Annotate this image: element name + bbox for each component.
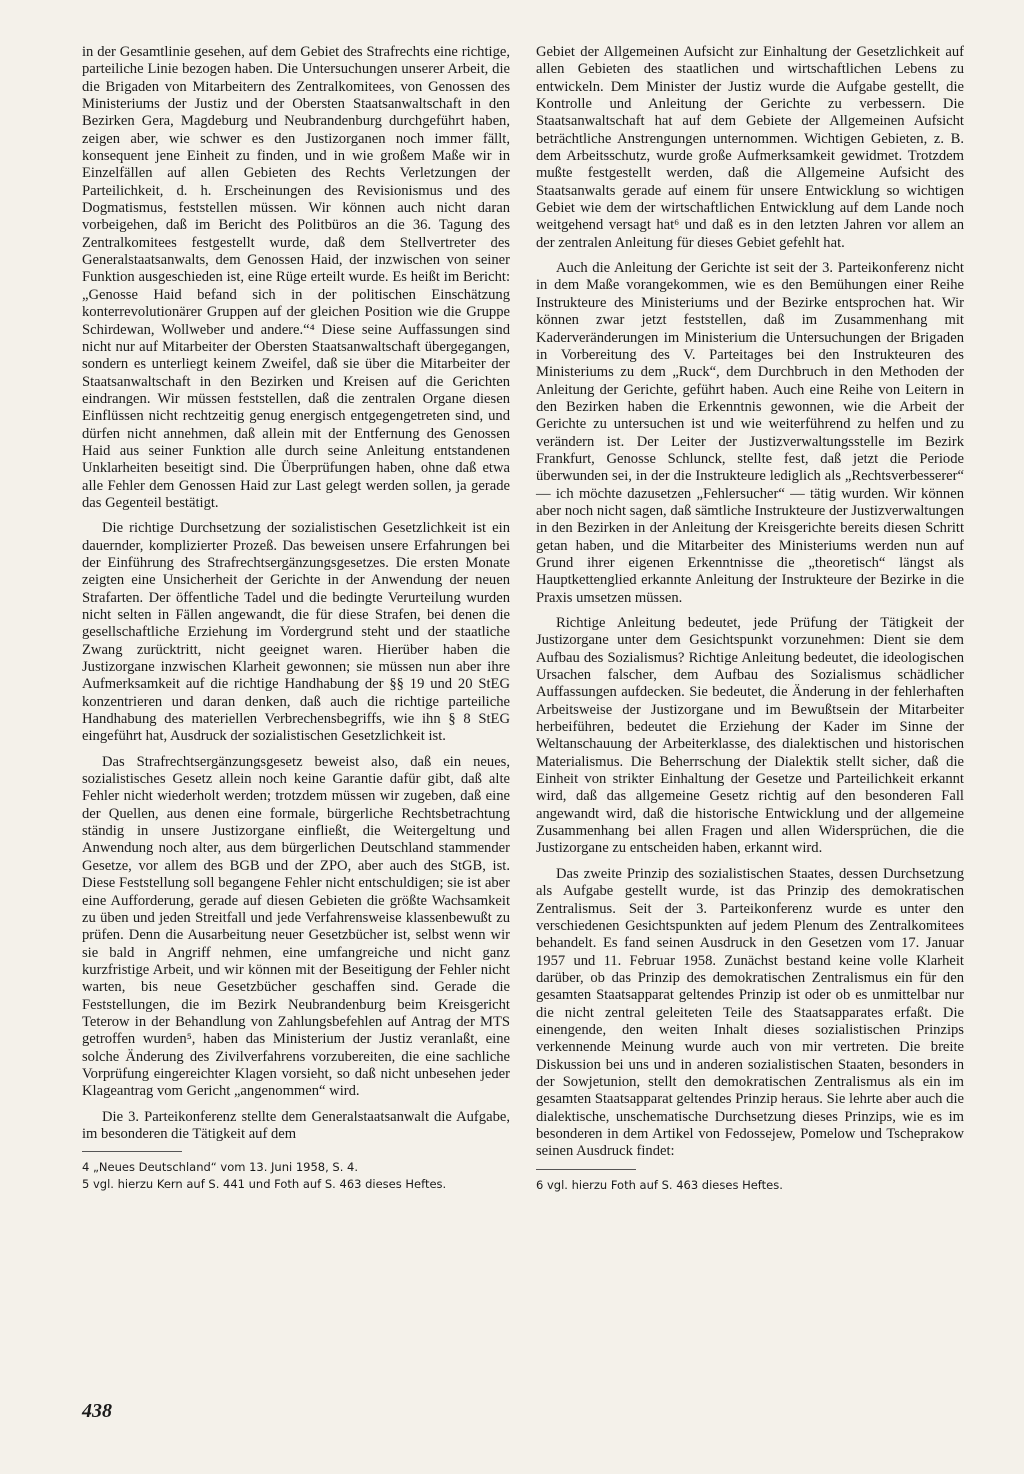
right-column xyxy=(536,44,964,1195)
paragraph: in der Gesamtlinie gesehen, auf dem Gebiet des Strafrechts eine richtige, parteiliche Linie bezogen haben. Die Untersuchungen unserer Arbeit, die die Brigaden von Mitarbeitern des Zentralkomitees, von Genossen des Ministeriums der Justiz und der Obersten Staatsanwaltschaft in den Bezirken Gera, Magdeburg und Neubrandenburg durchgeführt haben, zeigen aber, wie schwer es den Justizorganen noch immer fällt, konsequent jene Einheit zu finden, und in wie großem Maße wir in Einzelfällen auf allen Gebieten des Rechts Verletzungen der Parteilichkeit, d. h. Erscheinungen des Revisionismus und des Dogmatismus, feststellen müssen. Wir können auch nicht daran vorbeigehen, daß im Bericht des Politbüros an die 36. Tagung des Zentralkomitees festgestellt wurde, daß dem Stellvertreter des Generalstaatsanwalts, dem Genossen Haid, der inzwischen von seiner Funktion ausgeschieden ist, eine Rüge erteilt wurde. Es heißt im Bericht: „Genosse Haid befand sich in der politischen Einschätzung konterrevolutionärer Gruppen auf der gleichen Position wie die Gruppe Schirdewan, Wollweber und andere.“⁴ Diese seine Auffassungen sind nicht nur auf Mitarbeiter der Obersten Staatsanwaltschaft übergegangen, sondern es unterliegt keinem Zweifel, daß sie über die Mitarbeiter der Staatsanwaltschaft in den Bezirken und Kreisen auf die Gerichten eindrangen. Wir müssen feststellen, daß die zentralen Organe diesen Einflüssen nicht rechtzeitig genug energisch entgegengetreten sind, und dürfen nicht annehmen, daß allein mit der Entfernung des Genossen Haid aus seiner Funktion alle durch seine Anleitung entstandenen Unklarheiten beseitigt sind. Die Überprüfungen haben, ohne daß etwa alle Fehler dem Genossen Haid zur Last gelegt werden sollen, ja gerade das Gegenteil bestätigt. xyxy=(82,44,510,511)
paragraph: Gebiet der Allgemeinen Aufsicht zur Einhaltung der Gesetzlichkeit auf allen Gebieten des staatlichen und wirtschaftlichen Lebens zu entwickeln. Dem Minister der Justiz wurde die Aufgabe gestellt, die Kontrolle und Anleitung der Gerichte zu verbessern. Die Staatsanwaltschaft hat auf dem Gebiete der Allgemeinen Aufsicht beträchtliche Anstrengungen unternommen. Wichtigen Gebieten, z. B. dem Arbeitsschutz, wurde große Aufmerksamkeit gewidmet. Trotzdem mußte festgestellt werden, daß die Allgemeine Aufsicht des Staatsanwalts gerade auf einem für unsere Entwicklung so wichtigen Gebiet wie dem der wirtschaftlichen Entwicklung auf dem Lande noch weitgehend versagt hat⁶ und daß es in den letzten Jahren vor allem an der zentralen Anleitung für dieses Gebiet gefehlt hat. xyxy=(536,44,964,251)
paragraph: Auch die Anleitung der Gerichte ist seit der 3. Parteikonferenz nicht in dem Maße vorangekommen, wie es den Bemühungen einer Reihe Instrukteure des Ministeriums und der Bezirke entsprochen hat. Wir können zwar jetzt feststellen, daß im Zusammenhang mit Kaderveränderungen im Ministerium die Untersuchungen der Brigaden in Vorbereitung des V. Parteitages bei den Instrukteuren des Ministeriums zu dem „Ruck“, dem Durchbruch in den Methoden der Anleitung der Gerichte, geführt haben. Auch eine Reihe von Leitern in den Bezirken haben die Erkenntnis gewonnen, wie die Arbeit der Gerichte zu untersuchen ist und wie weiterführend zu helfen und zu verändern ist. Der Leiter der Justizverwaltungsstelle im Bezirk Frankfurt, Genosse Schlunck, stellte fest, daß jetzt die Periode überwunden sei, in der die Instrukteure lediglich als „Rechtsverbesserer“ — ich möchte dazusetzen „Fehlersucher“ — tätig wurden. Wir können aber noch nicht sagen, daß sämtliche Instrukteure der Justizverwaltungen in den Bezirken in der Anleitung der Kreisgerichte bereits diesen Schritt getan haben, und die Mitarbeiter des Ministeriums werden nun auf Grund ihrer eigenen Erkenntnisse die „theoretisch“ längst als Hauptkettenglied erkannte Anleitung der Instrukteure der Bezirke in die Praxis umsetzen müssen. xyxy=(536,260,964,606)
paragraph: Das zweite Prinzip des sozialistischen Staates, dessen Durchsetzung als Aufgabe gestellt wurde, ist das Prinzip des demokratischen Zentralismus. Seit der 3. Parteikonferenz wurde es unter den verschiedenen Gesichtspunkten auf jedem Plenum des Zentralkomitees behandelt. Es fand seinen Ausdruck in den Gesetzen vom 17. Januar 1957 und 11. Februar 1958. Zunächst bestand keine volle Klarheit darüber, ob das Prinzip des demokratischen Zentralismus ein für den gesamten Staatsapparat geltendes Prinzip ist oder ob es unmittelbar nur die nicht zentral geleiteten Teile des Staatsapparates erfaßt. Die einengende, den weiten Inhalt dieses sozialistischen Prinzips verkennende Meinung wurde auch von mir vertreten. Die breite Diskussion bei uns und in anderen sozialistischen Staaten, besonders in der Sowjetunion, stellt den demokratischen Zentralismus als ein im gesamten Staatsapparat geltendes Prinzip heraus. Sie lehrte aber auch die dialektische, unschematische Durchsetzung dieses Prinzips, wie es im besonderen in dem Artikel von Fedossejew, Pomelow und Tscheprakow seinen Ausdruck findet: xyxy=(536,865,964,1160)
paragraph: Die richtige Durchsetzung der sozialistischen Gesetzlichkeit ist ein dauernder, komplizierter Prozeß. Das beweisen unsere Erfahrungen bei der Einführung des Strafrechtsergänzungsgesetzes. Die ersten Monate zeigten eine Unsicherheit der Gerichte in der Anwendung der neuen Strafarten. Der öffentliche Tadel und die bedingte Verurteilung wurden nicht selten in Fällen angewandt, die für diese Strafen, bei denen die gesellschaftliche Erziehung im Vordergrund steht und der staatliche Zwang zurücktritt, nicht geeignet waren. Hierüber haben die Justizorgane inzwischen Klarheit gewonnen; sie müssen nun aber ihre Aufmerksamkeit auf die richtige Handhabung der §§ 19 und 20 StEG konzentrieren und daran denken, daß auch die richtige parteiliche Handhabung des materiellen Verbrechensbegriffs, wie ihn § 8 StEG eingeführt hat, Ausdruck der sozialistischen Gesetzlichkeit ist. xyxy=(82,520,510,745)
paragraph: Die 3. Parteikonferenz stellte dem Generalstaatsanwalt die Aufgabe, im besonderen die Tätigkeit auf dem xyxy=(82,1108,510,1142)
footnotes xyxy=(536,1178,964,1192)
footnote: 6 vgl. hierzu Foth auf S. 463 dieses Heftes. xyxy=(536,1177,783,1192)
footnote-divider xyxy=(536,1169,636,1170)
page-number: 438 xyxy=(82,1400,112,1422)
footnote-divider xyxy=(82,1151,182,1152)
paragraph: Richtige Anleitung bedeutet, jede Prüfung der Tätigkeit der Justizorgane unter dem Gesichtspunkt vorzunehmen: Dient sie dem Aufbau des Sozialismus? Richtige Anleitung bedeutet, die ideologischen Ursachen falscher, dem Aufbau des Sozialismus schädlicher Auffassungen aufdecken. Sie bedeutet, die Änderung in der fehlerhaften Arbeitsweise der Justizorgane und im Bewußtsein der Mitarbeiter herbeiführen, bedeutet die Erziehung der Kader im Sinne der Weltanschauung der Arbeiterklasse, des dialektischen und historischen Materialismus. Die Beherrschung der Dialektik stellt sicher, daß die Einheit von strikter Einhaltung der Gesetze und Parteilichkeit erkannt wird, daß das allgemeine Gesetz richtig auf den besonderen Fall angewandt wird, daß die historische Entwicklung und der allgemeine Zusammenhang bei allen Fragen und allen Widersprüchen, die die Justizorgane zu entscheiden haben, erkannt wird. xyxy=(536,615,964,857)
footnote: 4 „Neues Deutschland“ vom 13. Juni 1958, S. 4. xyxy=(82,1160,359,1175)
footnotes xyxy=(82,1160,510,1191)
left-column xyxy=(82,44,510,1194)
paragraph: Das Strafrechtsergänzungsgesetz beweist also, daß ein neues, sozialistisches Gesetz allein noch keine Garantie dafür gibt, daß alte Fehler nicht wiederholt werden; trotzdem müssen wir zugeben, daß eine der Quellen, aus denen eine formale, bürgerliche Rechtsbetrachtung ständig in unsere Justizorgane einfließt, die Weitergeltung und Anwendung noch alter, aus dem bürgerlichen Deutschland stammender Gesetze, vor allem des BGB und der ZPO, aber auch des StGB, ist. Diese Feststellung soll begangene Fehler nicht entschuldigen; sie ist aber eine Aufforderung, gerade auf diesen Gebieten die größte Wachsamkeit zu üben und jeden Streitfall und jede Verfahrensweise klassenbewußt zu prüfen. Denn die Ausarbeitung neuer Gesetzbücher ist, selbst wenn wir sie bald in Angriff nehmen, eine umfangreiche und nicht ganz kurzfristige Arbeit, und wir können mit der Beseitigung der Fehler nicht warten, bis neue Gesetzbücher geschaffen sind. Gerade die Feststellungen, die im Bezirk Neubrandenburg beim Kreisgericht Teterow in der Behandlung von Zahlungsbefehlen auf Antrag der MTS getroffen wurden⁵, haben das Ministerium der Justiz veranlaßt, eine solche Änderung des Zivilverfahrens vorzubereiten, die eine sachliche Vorprüfung eingereichter Klagen vorsieht, so daß nicht unbesehen jeder Klageantrag vom Gericht „angenommen“ wird. xyxy=(82,753,510,1100)
footnote: 5 vgl. hierzu Kern auf S. 441 und Foth auf S. 463 dieses Heftes. xyxy=(82,1177,447,1192)
